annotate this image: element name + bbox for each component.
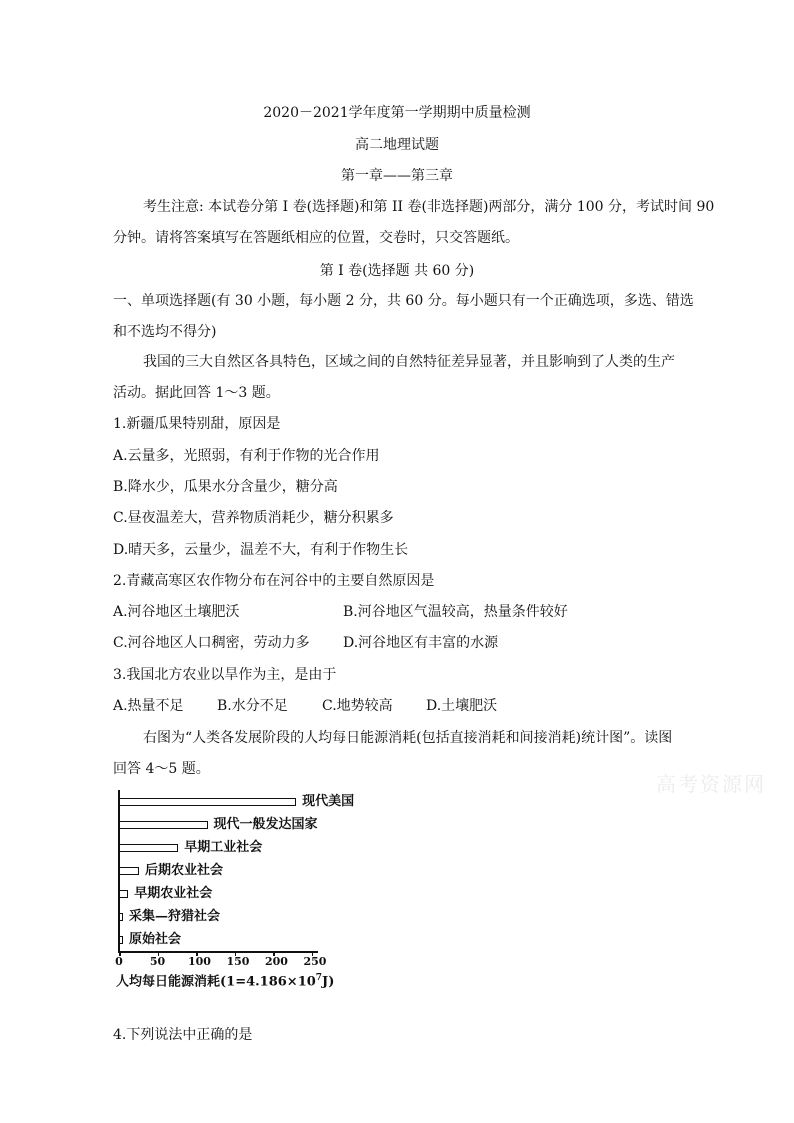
x-tick-label-0: 0 xyxy=(115,955,123,968)
bar-label-2: 早期工业社会 xyxy=(184,840,263,855)
bar-label-4: 早期农业社会 xyxy=(134,886,213,901)
bar-5 xyxy=(119,913,123,921)
x-axis-label-end: J) xyxy=(322,974,335,990)
x-tick-label-5: 250 xyxy=(303,955,327,968)
exam-chapters: 第一章——第三章 xyxy=(341,168,453,184)
bar-label-5: 采集—狩猎社会 xyxy=(129,909,221,924)
question-2-stem: 2.青藏高寒区农作物分布在河谷中的主要自然原因是 xyxy=(113,573,435,589)
x-tick-label-2: 100 xyxy=(188,955,211,968)
energy-consumption-chart xyxy=(110,785,410,995)
section-heading: 第 I 卷(选择题 共 60 分) xyxy=(319,263,475,279)
passage-1-line-2: 活动。据此回答 1～3 题。 xyxy=(113,385,280,401)
question-2-option-b: B.河谷地区气温较高，热量条件较好 xyxy=(343,604,568,620)
question-3-option-a: A.热量不足 xyxy=(113,698,184,714)
x-axis-label-main: 人均每日能源消耗(1=4.186×10 xyxy=(116,974,316,990)
bar-4 xyxy=(119,890,128,898)
passage-2-line-1: 右图为“人类各发展阶段的人均每日能源消耗(包括直接消耗和间接消耗)统计图”。读图 xyxy=(143,730,673,746)
x-axis xyxy=(118,951,318,953)
bar-0 xyxy=(119,798,296,806)
x-tick-label-1: 50 xyxy=(149,955,166,968)
question-3-stem: 3.我国北方农业以旱作为主，是由于 xyxy=(113,667,337,683)
bar-2 xyxy=(119,844,178,852)
passage-1-line-1: 我国的三大自然区各具特色，区域之间的自然特征差异显著，并且影响到了人类的生产 xyxy=(143,354,675,370)
x-axis-label-exponent: 7 xyxy=(315,973,323,983)
bar-1 xyxy=(119,821,208,829)
exam-title: 2020－2021学年度第一学期期中质量检测 xyxy=(263,105,531,121)
bar-label-0: 现代美国 xyxy=(302,794,355,809)
exam-subject: 高二地理试题 xyxy=(355,137,439,153)
x-tick-label-3: 150 xyxy=(226,955,250,968)
notice-line-2: 分钟。请将答案填写在答题纸相应的位置，交卷时，只交答题纸。 xyxy=(113,230,519,246)
question-4-stem: 4.下列说法中正确的是 xyxy=(113,1027,253,1043)
question-1-option-c: C.昼夜温差大，营养物质消耗少，糖分积累多 xyxy=(113,510,394,526)
question-1-option-a: A.云量多，光照弱，有利于作物的光合作用 xyxy=(113,448,380,464)
question-3-option-c: C.地势较高 xyxy=(322,698,393,714)
section-instructions-1: 一、单项选择题(有 30 小题，每小题 2 分，共 60 分。每小题只有一个正确选项，多选、错选 xyxy=(113,293,694,309)
bar-6 xyxy=(119,936,123,944)
x-axis-label xyxy=(116,971,334,989)
question-3-option-d: D.土壤肥沃 xyxy=(426,698,498,714)
watermark: 高考资源网 xyxy=(656,772,766,796)
bar-label-1: 现代一般发达国家 xyxy=(213,817,318,832)
notice-line-1: 考生注意: 本试卷分第 I 卷(选择题)和第 II 卷(非选择题)两部分，满分 100 分，考试时间 90 xyxy=(143,199,715,215)
passage-2-line-2: 回答 4～5 题。 xyxy=(113,761,210,777)
question-3-option-b: B.水分不足 xyxy=(217,698,288,714)
bar-label-6: 原始社会 xyxy=(129,932,182,947)
bar-label-3: 后期农业社会 xyxy=(145,863,224,878)
question-2-option-c: C.河谷地区人口稠密，劳动力多 xyxy=(113,635,310,651)
question-1-option-b: B.降水少，瓜果水分含量少，糖分高 xyxy=(113,479,338,495)
section-instructions-2: 和不选均不得分) xyxy=(113,324,217,340)
question-1-option-d: D.晴天多，云量少，温差不大，有利于作物生长 xyxy=(113,542,409,558)
question-1-stem: 1.新疆瓜果特别甜，原因是 xyxy=(113,416,281,432)
question-2-option-d: D.河谷地区有丰富的水源 xyxy=(343,635,499,651)
x-tick-label-4: 200 xyxy=(265,955,288,968)
bar-3 xyxy=(119,867,139,875)
question-2-option-a: A.河谷地区土壤肥沃 xyxy=(113,604,240,620)
